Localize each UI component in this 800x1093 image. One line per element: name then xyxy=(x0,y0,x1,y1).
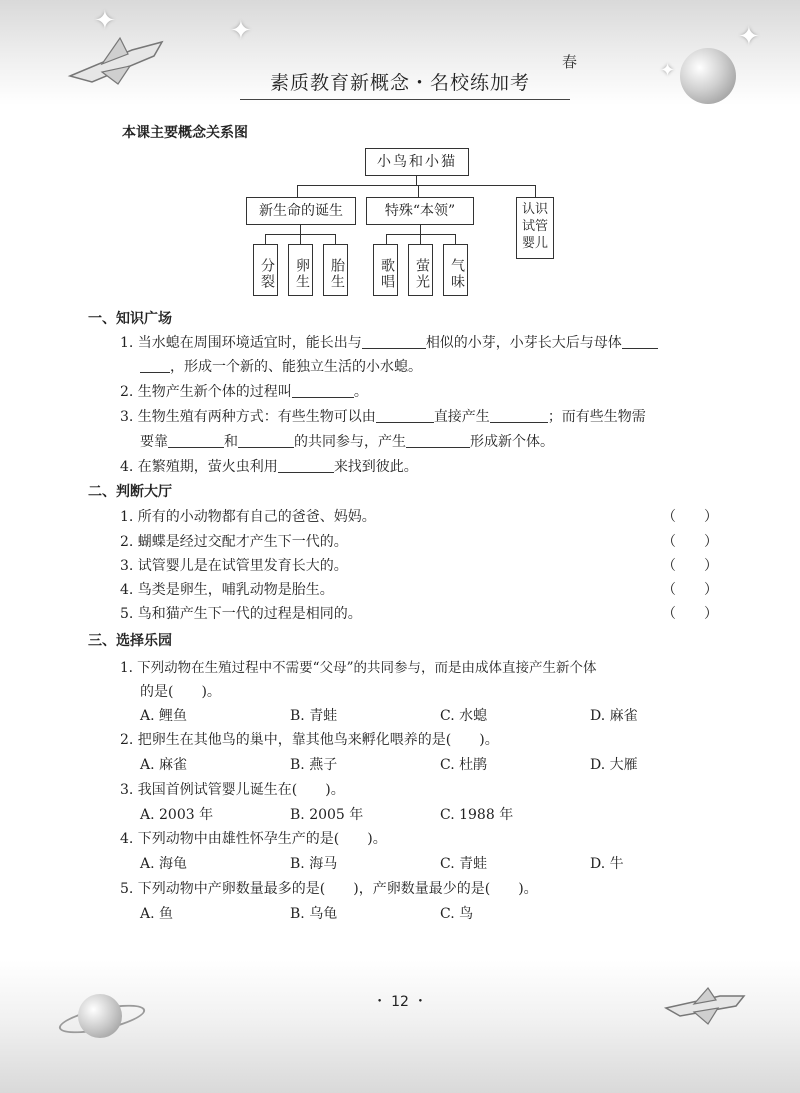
star-icon: ✦ xyxy=(230,16,252,46)
star-icon: ✦ xyxy=(738,22,760,52)
concept-root: 小鸟和小猫 xyxy=(365,148,469,176)
choice-option[interactable]: D. 牛 xyxy=(590,856,624,872)
choice-option[interactable]: B. 乌龟 xyxy=(290,906,338,922)
question-text: 的共同参与，产生 xyxy=(294,434,406,450)
fill-question-1-cont xyxy=(140,356,422,376)
connector-line xyxy=(455,234,456,244)
judgment-item: 4. 鸟类是卵生，哺乳动物是胎生。 xyxy=(120,582,334,598)
question-text: 相似的小芽，小芽长大后与母体 xyxy=(425,335,622,351)
choice-question-1-cont: 的是( )。 xyxy=(140,684,221,700)
concept-branch-birth: 新生命的诞生 xyxy=(246,197,356,225)
answer-blank[interactable] xyxy=(406,433,470,448)
question-text: 4. 在繁殖期，萤火虫利用 xyxy=(120,459,278,475)
page-header-title: 素质教育新概念・名校练加考 xyxy=(269,72,530,94)
judgment-item: 3. 试管婴儿是在试管里发育长大的。 xyxy=(120,558,348,574)
concept-branch-ability: 特殊“本领” xyxy=(366,197,474,225)
fill-question-1 xyxy=(120,332,658,352)
choice-option[interactable]: A. 鲤鱼 xyxy=(140,708,188,724)
answer-blank[interactable] xyxy=(168,433,224,448)
choice-option[interactable]: C. 杜鹃 xyxy=(440,757,488,773)
connector-line xyxy=(420,225,421,234)
choice-option[interactable]: D. 大雁 xyxy=(590,757,638,773)
concept-leaf-division: 分裂 xyxy=(253,244,278,296)
fill-question-3-cont xyxy=(140,431,554,451)
concept-leaf-scent: 气味 xyxy=(443,244,468,296)
choice-option[interactable]: A. 鱼 xyxy=(140,906,174,922)
header-rule xyxy=(240,99,570,100)
choice-question-2: 2. 把卵生在其他鸟的巢中，靠其他鸟来孵化喂养的是( )。 xyxy=(120,732,499,748)
choice-question-1: 1. 下列动物在生殖过程中不需要“父母”的共同参与，而是由成体直接产生新个体 xyxy=(120,660,597,676)
choice-option[interactable]: D. 麻雀 xyxy=(590,708,638,724)
connector-line xyxy=(265,234,266,244)
section-heading-knowledge: 一、知识广场 xyxy=(88,311,172,327)
question-text: 1. 当水螅在周围环境适宜时，能长出与 xyxy=(120,335,362,351)
fill-question-2 xyxy=(120,381,368,401)
choice-option[interactable]: C. 水螅 xyxy=(440,708,488,724)
concept-leaf-glow: 萤光 xyxy=(408,244,433,296)
page-number: ・ 12 ・ xyxy=(372,994,428,1010)
question-text: 。 xyxy=(353,384,368,400)
concept-branch-ivf: 认识试管婴儿 xyxy=(516,197,554,259)
choice-option[interactable]: A. 海龟 xyxy=(140,856,188,872)
fill-question-4 xyxy=(120,456,418,476)
connector-line xyxy=(297,185,298,197)
choice-option[interactable]: C. 1988 年 xyxy=(440,807,514,823)
space-shuttle-icon xyxy=(660,982,750,1028)
star-icon: ✦ xyxy=(94,6,116,36)
judgment-item: 1. 所有的小动物都有自己的爸爸、妈妈。 xyxy=(120,509,376,525)
choice-option[interactable]: C. 青蛙 xyxy=(440,856,488,872)
section-heading-judgment: 二、判断大厅 xyxy=(88,484,172,500)
question-text: 要靠 xyxy=(140,434,168,450)
concept-leaf-oviparous: 卵生 xyxy=(288,244,313,296)
question-text: ；而有些生物需 xyxy=(547,409,646,425)
question-text: 和 xyxy=(224,434,238,450)
concept-leaf-singing: 歌唱 xyxy=(373,244,398,296)
question-text: 2. 生物产生新个体的过程叫 xyxy=(120,384,292,400)
judgment-item: 5. 鸟和猫产生下一代的过程是相同的。 xyxy=(120,606,362,622)
connector-line xyxy=(418,185,419,197)
connector-line xyxy=(535,185,536,197)
answer-blank[interactable] xyxy=(622,334,658,349)
answer-parentheses[interactable]: （ ） xyxy=(662,606,718,622)
answer-blank[interactable] xyxy=(238,433,294,448)
choice-option[interactable]: C. 鸟 xyxy=(440,906,474,922)
connector-line xyxy=(335,234,336,244)
answer-parentheses[interactable]: （ ） xyxy=(662,582,718,598)
answer-parentheses[interactable]: （ ） xyxy=(662,534,718,550)
question-text: 形成新个体。 xyxy=(470,434,554,450)
concept-map-heading: 本课主要概念关系图 xyxy=(122,125,248,141)
connector-line xyxy=(300,234,301,244)
fill-question-3 xyxy=(120,406,646,426)
answer-blank[interactable] xyxy=(278,458,334,473)
question-text: 3. 生物生殖有两种方式：有些生物可以由 xyxy=(120,409,376,425)
season-label: 春 xyxy=(562,53,578,71)
choice-question-4: 4. 下列动物中由雄性怀孕生产的是( )。 xyxy=(120,831,387,847)
answer-blank[interactable] xyxy=(140,358,170,373)
question-text: ，形成一个新的、能独立生活的小水螅。 xyxy=(170,359,422,375)
concept-leaf-viviparous: 胎生 xyxy=(323,244,348,296)
connector-line xyxy=(416,176,417,185)
answer-parentheses[interactable]: （ ） xyxy=(662,509,718,525)
section-heading-choice: 三、选择乐园 xyxy=(88,633,172,649)
connector-line xyxy=(297,185,535,186)
answer-blank[interactable] xyxy=(376,408,434,423)
choice-question-3: 3. 我国首例试管婴儿诞生在( )。 xyxy=(120,782,345,798)
choice-question-5: 5. 下列动物中产卵数量最多的是( )，产卵数量最少的是( )。 xyxy=(120,881,538,897)
choice-option[interactable]: A. 麻雀 xyxy=(140,757,188,773)
connector-line xyxy=(420,234,421,244)
answer-blank[interactable] xyxy=(292,383,354,398)
choice-option[interactable]: B. 青蛙 xyxy=(290,708,338,724)
connector-line xyxy=(300,225,301,234)
judgment-item: 2. 蝴蝶是经过交配才产生下一代的。 xyxy=(120,534,348,550)
choice-option[interactable]: B. 海马 xyxy=(290,856,338,872)
answer-blank[interactable] xyxy=(362,334,426,349)
choice-option[interactable]: B. 燕子 xyxy=(290,757,338,773)
choice-option[interactable]: B. 2005 年 xyxy=(290,807,364,823)
star-icon: ✦ xyxy=(660,60,676,81)
answer-parentheses[interactable]: （ ） xyxy=(662,558,718,574)
connector-line xyxy=(386,234,387,244)
question-text: 直接产生 xyxy=(433,409,490,425)
answer-blank[interactable] xyxy=(490,408,548,423)
question-text: 来找到彼此。 xyxy=(333,459,418,475)
choice-option[interactable]: A. 2003 年 xyxy=(140,807,214,823)
